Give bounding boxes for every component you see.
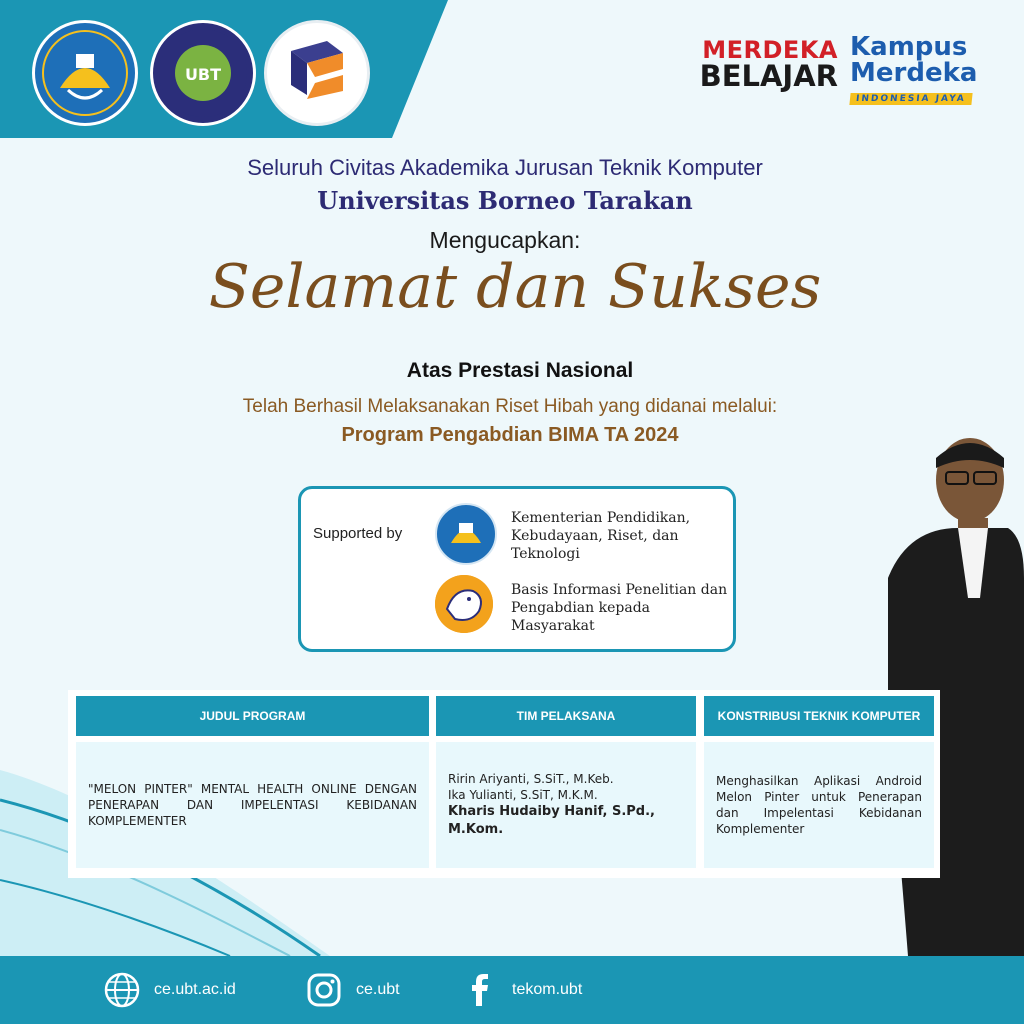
kemendikbud-logo <box>435 503 497 565</box>
instagram-icon <box>306 972 342 1008</box>
bima-logo <box>435 575 493 633</box>
svg-text:UBT: UBT <box>184 65 222 84</box>
selamat-sukses-title: Selamat dan Sukses <box>208 252 822 322</box>
facebook-icon <box>462 972 498 1008</box>
bima-text: Basis Informasi Penelitian dan Pengabdian kepada Masyarakat <box>511 582 728 634</box>
instagram-text: ce.ubt <box>356 981 400 998</box>
team-member-1: Ririn Ariyanti, S.SiT., M.Keb. <box>448 772 614 786</box>
kemendikbud-text: Kementerian Pendidikan, Kebudayaan, Riset, dan Teknologi <box>511 510 691 562</box>
prestasi-line: Atas Prestasi Nasional <box>406 359 634 382</box>
civitas-line: Seluruh Civitas Akademika Jurusan Teknik Komputer <box>247 155 763 180</box>
program-line: Program Pengabdian BIMA TA 2024 <box>341 424 679 446</box>
tut-wuri-handayani-logo <box>32 20 138 126</box>
header-judul-program: JUDUL PROGRAM <box>76 696 429 736</box>
footer-website[interactable] <box>104 972 236 1008</box>
cell-tim-pelaksana <box>436 742 696 868</box>
supported-by-box <box>298 486 736 652</box>
globe-icon <box>104 972 140 1008</box>
merdeka-belajar-logo: MERDEKA BELAJAR <box>699 36 838 93</box>
ubt-logo <box>150 20 256 126</box>
riset-line: Telah Berhasil Melaksanakan Riset Hibah yang didanai melalui: <box>242 396 778 417</box>
team-member-2: Ika Yulianti, S.SiT, M.K.M. <box>448 788 598 802</box>
footer-facebook[interactable] <box>462 972 582 1008</box>
website-text: ce.ubt.ac.id <box>154 981 236 998</box>
kampus-merdeka-logo: Kampus Merdeka INDONESIA JAYA <box>850 32 978 104</box>
mengucapkan-line: Mengucapkan: <box>429 227 581 253</box>
judul-program-text: "MELON PINTER" MENTAL HEALTH ONLINE DENGAN PENERAPAN DAN IMPELENTASI KEBIDANAN KOMPLEMENTER <box>88 782 417 828</box>
cell-judul-program <box>76 742 429 868</box>
footer-bar <box>0 956 1024 1024</box>
footer-instagram[interactable] <box>306 972 400 1008</box>
program-table <box>68 690 940 878</box>
university-name: Universitas Borneo Tarakan <box>317 186 693 215</box>
header-kontribusi: KONSTRIBUSI TEKNIK KOMPUTER <box>704 696 934 736</box>
kontribusi-text: Menghasilkan Aplikasi Android Melon Pinter untuk Penerapan dan Impelentasi Kebidanan Komplementer <box>716 774 922 836</box>
team-member-highlight: Kharis Hudaiby Hanif, S.Pd., M.Kom. <box>448 804 655 837</box>
supported-by-label: Supported by <box>313 525 403 542</box>
computer-engineering-logo <box>264 20 370 126</box>
cell-kontribusi <box>704 742 934 868</box>
header-tim-pelaksana: TIM PELAKSANA <box>436 696 696 736</box>
facebook-text: tekom.ubt <box>512 981 583 998</box>
